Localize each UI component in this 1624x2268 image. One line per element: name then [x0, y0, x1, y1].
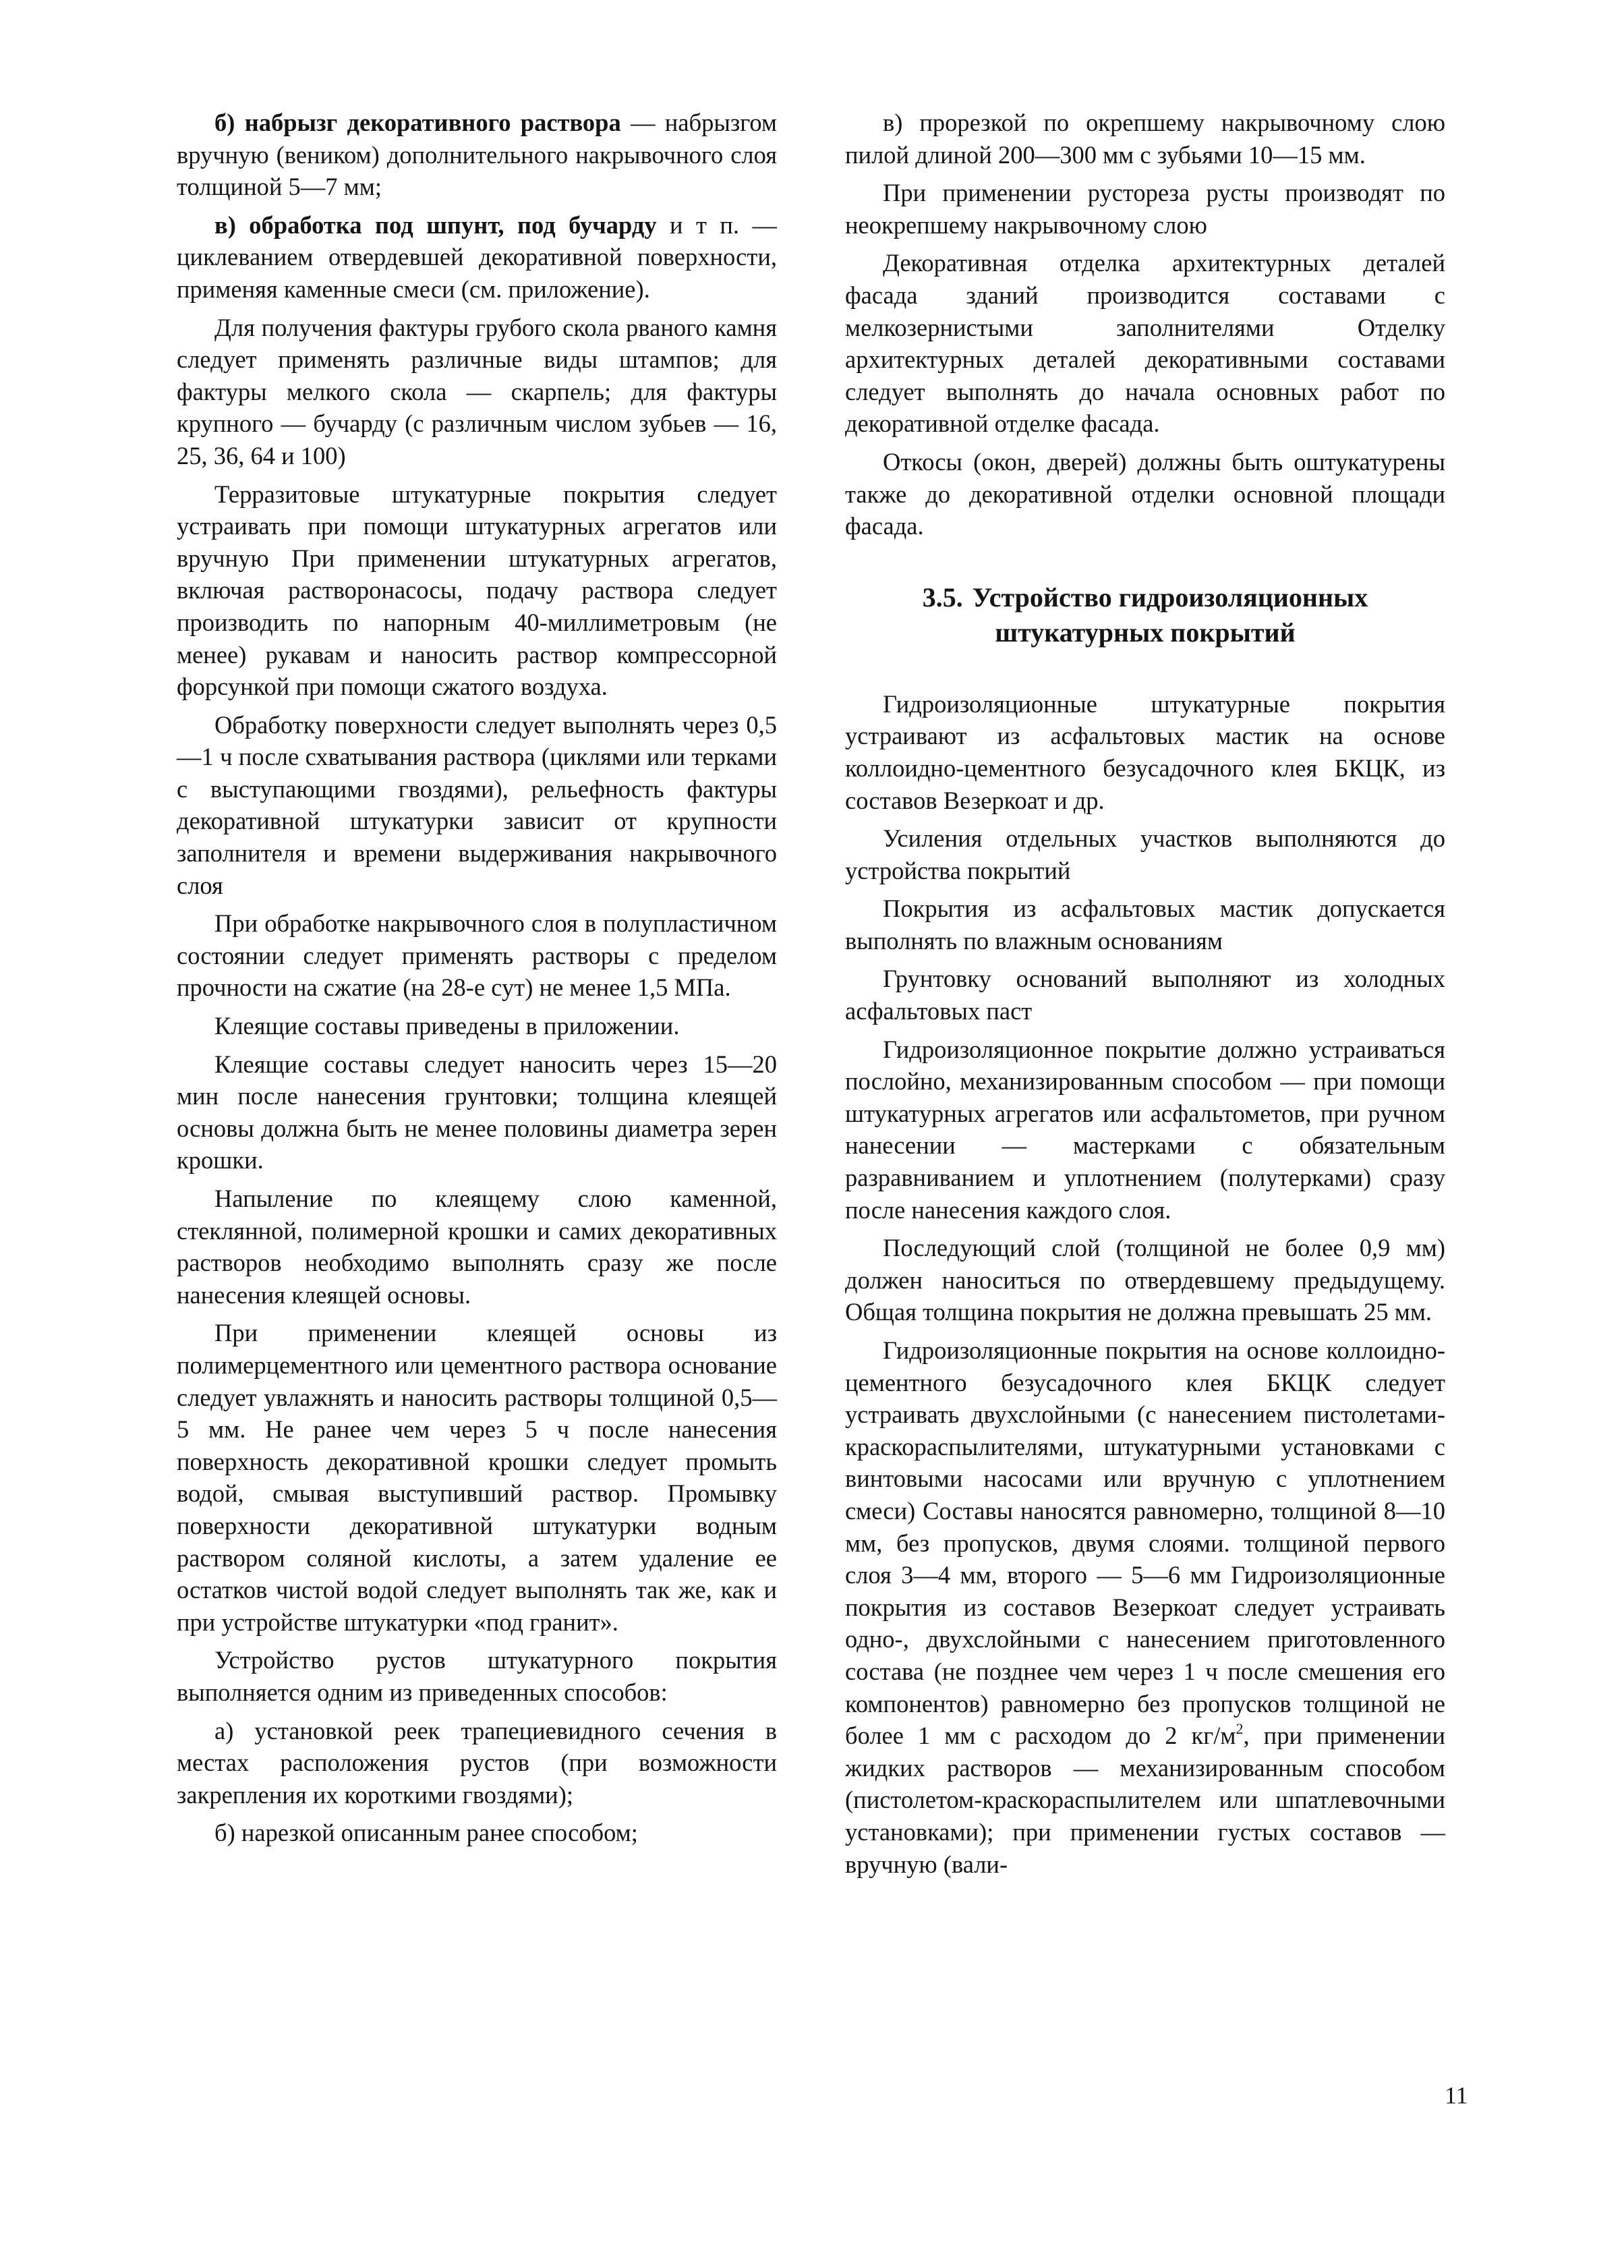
- paragraph: Для получения фактуры грубого скола рваного камня следует применять различные виды штампов; для фактуры мелкого скола — скарпель; для фактуры крупного — бучарду (с различным числом зубьев — 16, 25, 36, 64 и 100): [177, 313, 777, 470]
- paragraph: а) установкой реек трапециевидного сечения в местах расположения рустов (при возможности закрепления их короткими гвоздями);: [177, 1716, 777, 1809]
- paragraph: Покрытия из асфальтовых мастик допускается выполнять по влажным основаниям: [845, 895, 1445, 955]
- paragraph: Устройство рустов штукатурного покрытия выполняется одним из приведенных способов:: [177, 1646, 777, 1706]
- paragraph: в) прорезкой по окрепшему накрывочному слою пилой длиной 200—300 мм с зубьями 10—15 мм.: [845, 109, 1445, 169]
- paragraph-text: , при применении жидких растворов — механизированным способом (пистолетом-краскораспылителем или шпатлевочными установками); при применении густых составов — вручную (вали-: [845, 1722, 1445, 1878]
- paragraph: Гидроизоляционное покрытие должно устраиваться послойно, механизированным способом — при помощи штукатурных агрегатов или асфальтометов, при ручном нанесении — мастерками с обязательным разравниванием и уплотнением (полутерками) сразу после нанесения каждого слоя.: [845, 1035, 1445, 1224]
- paragraph: При применении рустореза русты производят по неокрепшему накрывочному слою: [845, 179, 1445, 239]
- paragraph: [177, 107, 777, 203]
- paragraph: Откосы (окон, дверей) должны быть оштукатурены также до декоративной отделки основной площади фасада.: [845, 447, 1445, 540]
- paragraph: Напыление по клеящему слою каменной, стеклянной, полимерной крошки и самих декоративных растворов необходимо выполнять сразу же после нанесения клеящей основы.: [177, 1185, 777, 1309]
- paragraph: [177, 209, 777, 306]
- section-number: 3.5.: [922, 582, 963, 613]
- paragraph: Декоративная отделка архитектурных деталей фасада зданий производится составами с мелкозернистыми заполнителями Отделку архитектурных деталей декоративными составами следует выполнять до начала основных работ по декоративной отделке фасада.: [845, 249, 1445, 438]
- paragraph-text: Гидроизоляционные покрытия на основе коллоидно-цементного безусадочного клея БКЦК следует устраивать двухслойными (с нанесением пистолетами-краскораспылителями, штукатурными установками с винтовыми насосами или вручную с уплотнением смеси) Составы наносятся равномерно, толщиной 8—10 мм, без пропусков, двумя слоями. толщиной первого слоя 3—4 мм, второго — 5—6 мм Гидроизоляционные покрытия из составов Везеркоат следует устраивать одно-, двухслойными с нанесением приготовленного состава (не позднее чем через 1 ч после смешения его компонентов) равномерно без пропусков толщиной не более 1 мм с расходом до 2 кг/м: [845, 1336, 1445, 1750]
- page-number: 11: [1445, 2082, 1468, 2109]
- paragraph: При обработке накрывочного слоя в полупластичном состоянии следует применять растворы с пределом прочности на сжатие (на 28-е сут) не менее 1,5 МПа.: [177, 909, 777, 1002]
- bold-term: б) набрызг декоративного раствора: [214, 109, 621, 136]
- paragraph: б) нарезкой описанным ранее способом;: [214, 1819, 638, 1847]
- paragraph-text: — набрызгом вручную (веником) дополнительного накрывочного слоя толщиной 5—7 мм;: [177, 109, 777, 201]
- right-column: [845, 107, 1445, 1886]
- paragraph: Усиления отдельных участков выполняются до устройства покрытий: [845, 824, 1445, 884]
- paragraph: Гидроизоляционные штукатурные покрытия устраивают из асфальтовых мастик на основе коллоидно-цементного безусадочного клея БКЦК, из составов Везеркоат и др.: [845, 689, 1445, 814]
- paragraph: Последующий слой (толщиной не более 0,9 мм) должен наноситься по отвердевшему предыдущему. Общая толщина покрытия не должна превышать 25 мм.: [845, 1234, 1445, 1326]
- paragraph: [845, 1334, 1445, 1880]
- paragraph: Клеящие составы приведены в приложении.: [214, 1012, 680, 1040]
- left-column: [177, 107, 777, 1855]
- paragraph: При применении клеящей основы из полимерцементного или цементного раствора основание следует увлажнять и наносить растворы толщиной 0,5—5 мм. Не ранее чем через 5 ч после нанесения поверхность декоративной крошки следует промыть водой, смывая выступивший раствор. Промывку поверхности декоративной штукатурки водным раствором соляной кислоты, а затем удаление ее остатков чистой водой следует выполнять так же, как и при устройстве штукатурки «под гранит».: [177, 1319, 777, 1636]
- section-title: Устройство гидроизоляционных штукатурных покрытий: [972, 582, 1368, 648]
- paragraph: Обработку поверхности следует выполнять через 0,5—1 ч после схватывания раствора (циклями или терками с выступающими гвоздями), рельефность фактуры декоративной штукатурки зависит от крупности заполнителя и времени выдерживания накрывочного слоя: [177, 710, 777, 899]
- paragraph: Терразитовые штукатурные покрытия следует устраивать при помощи штукатурных агрегатов или вручную При применении штукатурных агрегатов, включая растворонасосы, подачу раствора следует производить по напорным 40-миллиметровым (не менее) рукавам и наносить раствор компрессорной форсункой при помощи сжатого воздуха.: [177, 480, 777, 701]
- superscript: 2: [1236, 1720, 1244, 1737]
- paragraph: Грунтовку оснований выполняют из холодных асфальтовых паст: [845, 965, 1445, 1025]
- paragraph-text: и т п. — циклеванием отвердевшей декоративной поверхности, применяя каменные смеси (см. приложение).: [177, 210, 777, 303]
- paragraph: Клеящие составы следует наносить через 15—20 мин после нанесения грунтовки; толщина клеящей основы должна быть не менее половины диаметра зерен крошки.: [177, 1050, 777, 1174]
- bold-term: в) обработка под шпунт, под бучарду: [214, 210, 657, 239]
- section-heading: [845, 580, 1445, 650]
